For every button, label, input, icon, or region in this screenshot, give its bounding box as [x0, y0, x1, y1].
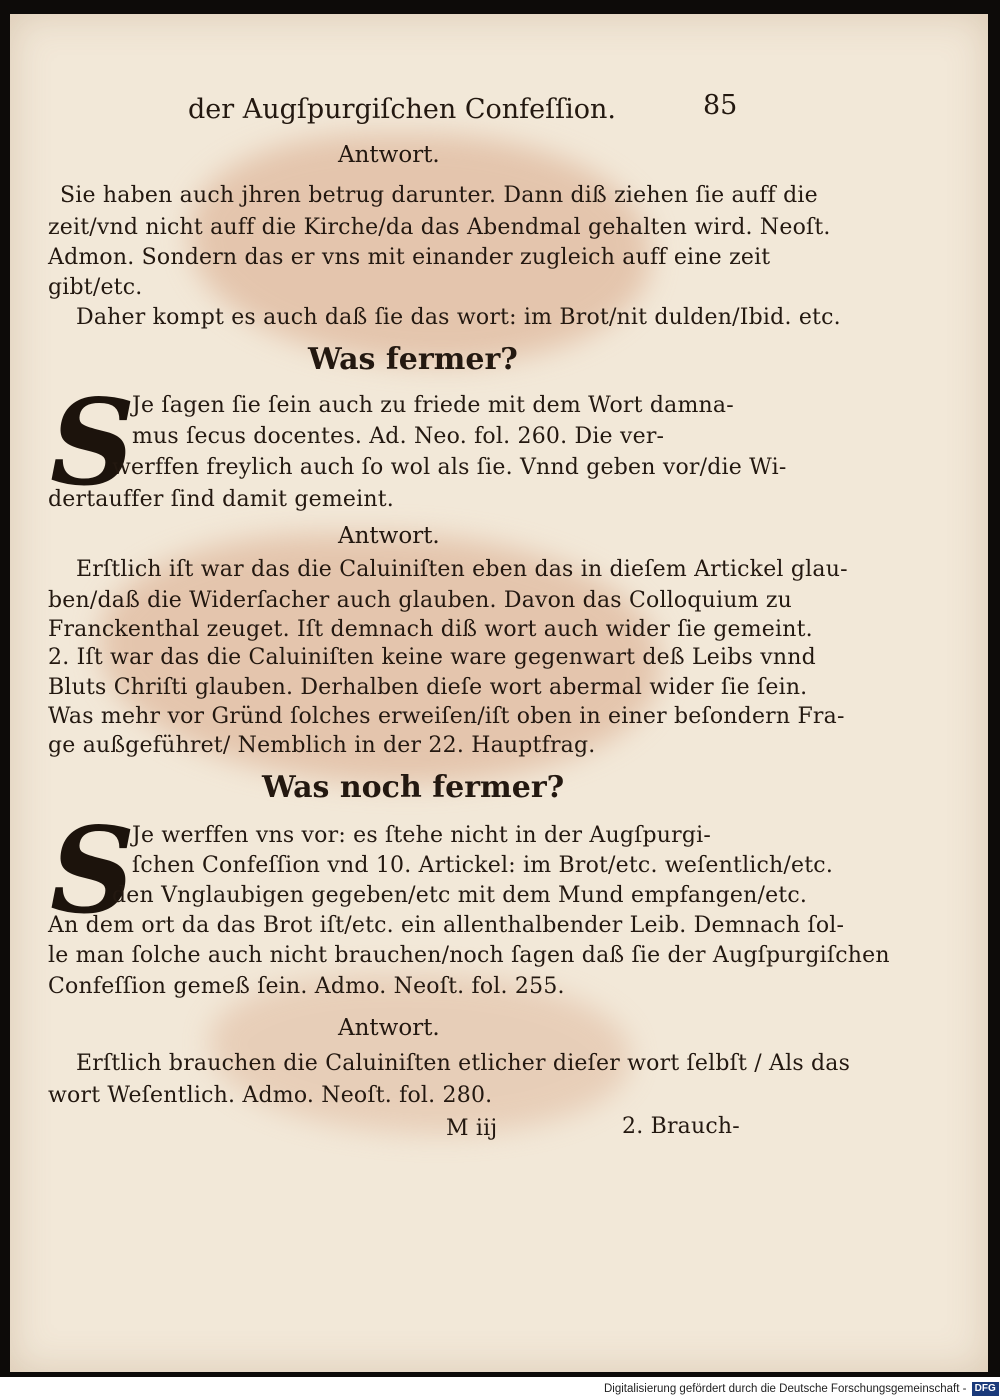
footer-credit: [604, 1380, 1000, 1399]
dfg-logo: DFG: [972, 1382, 999, 1396]
running-title: der Augſpurgiſchen Confeſſion.: [188, 94, 616, 125]
text-line: Je ſagen ſie ſein auch zu friede mit dem Wort damna-: [132, 393, 734, 418]
decorated-initial: S: [50, 373, 136, 512]
text-line: wort Weſentlich. Admo. Neoſt. fol. 280.: [48, 1083, 493, 1108]
text-line: An dem ort da das Brot iſt/etc. ein allenthalbender Leib. Demnach ſol-: [48, 913, 845, 938]
text-line: ſchen Confeſſion vnd 10. Artickel: im Brot/etc. weſentlich/etc.: [132, 853, 834, 878]
text-line: ben/daß die Widerſacher auch glauben. Davon das Colloquium zu: [48, 588, 793, 613]
catchword: 2. Brauch-: [622, 1114, 740, 1139]
text-line: 2. Iſt war das die Caluiniſten keine ware gegenwart deß Leibs vnnd: [48, 645, 816, 670]
decorated-initial: S: [50, 801, 136, 940]
text-line: Was mehr vor Gründ ſolches erweiſen/iſt oben in einer beſondern Fra-: [48, 704, 845, 729]
text-line: mus ſecus docentes. Ad. Neo. fol. 260. Die ver-: [132, 424, 665, 449]
text-line: Erſtlich brauchen die Caluiniſten etlicher dieſer wort ſelbſt / Als das: [76, 1051, 851, 1076]
signature-mark: M iij: [446, 1116, 498, 1141]
text-line: Confeſſion gemeß ſein. Admo. Neoſt. fol. 255.: [48, 974, 565, 999]
text-line: Sie haben auch jhren betrug darunter. Dann diß ziehen ſie auff die: [60, 183, 818, 208]
text-line: Franckenthal zeuget. Iſt demnach diß wort auch wider ſie gemeint.: [48, 617, 813, 642]
section-label: Antwort.: [338, 523, 440, 549]
page-number: 85: [703, 90, 738, 121]
section-label: Antwort.: [338, 142, 440, 168]
text-line: Erſtlich iſt war das die Caluiniſten eben das in dieſem Artickel glau-: [76, 557, 848, 582]
text-line: Bluts Chriſti glauben. Derhalben dieſe wort abermal wider ſie ſein.: [48, 675, 808, 700]
text-line: Je werffen vns vor: es ſtehe nicht in der Augſpurgi-: [132, 823, 711, 848]
section-heading: Was noch fermer?: [262, 770, 565, 805]
section-heading: Was fermer?: [308, 342, 518, 377]
text-line: ge außgeführet/ Nemblich in der 22. Hauptfrag.: [48, 733, 596, 758]
credit-text: Digitalisierung gefördert durch die Deutsche Forschungsgemeinschaft -: [604, 1383, 967, 1395]
section-label: Antwort.: [338, 1015, 440, 1041]
text-line: dertauffer ſind damit gemeint.: [48, 487, 394, 512]
text-line: werffen freylich auch ſo wol als ſie. Vnnd geben vor/die Wi-: [112, 455, 787, 480]
text-line: le man ſolche auch nicht brauchen/noch ſagen daß ſie der Augſpurgiſchen: [48, 943, 890, 968]
text-line: gibt/etc.: [48, 275, 143, 300]
text-line: Admon. Sondern das er vns mit einander zugleich auff eine zeit: [48, 245, 771, 270]
text-line: Daher kompt es auch daß ſie das wort: im Brot/nit dulden/Ibid. etc.: [76, 305, 841, 330]
text-line: den Vnglaubigen gegeben/etc mit dem Mund empfangen/etc.: [112, 883, 808, 908]
text-line: zeit/vnd nicht auff die Kirche/da das Abendmal gehalten wird. Neoſt.: [48, 215, 831, 240]
